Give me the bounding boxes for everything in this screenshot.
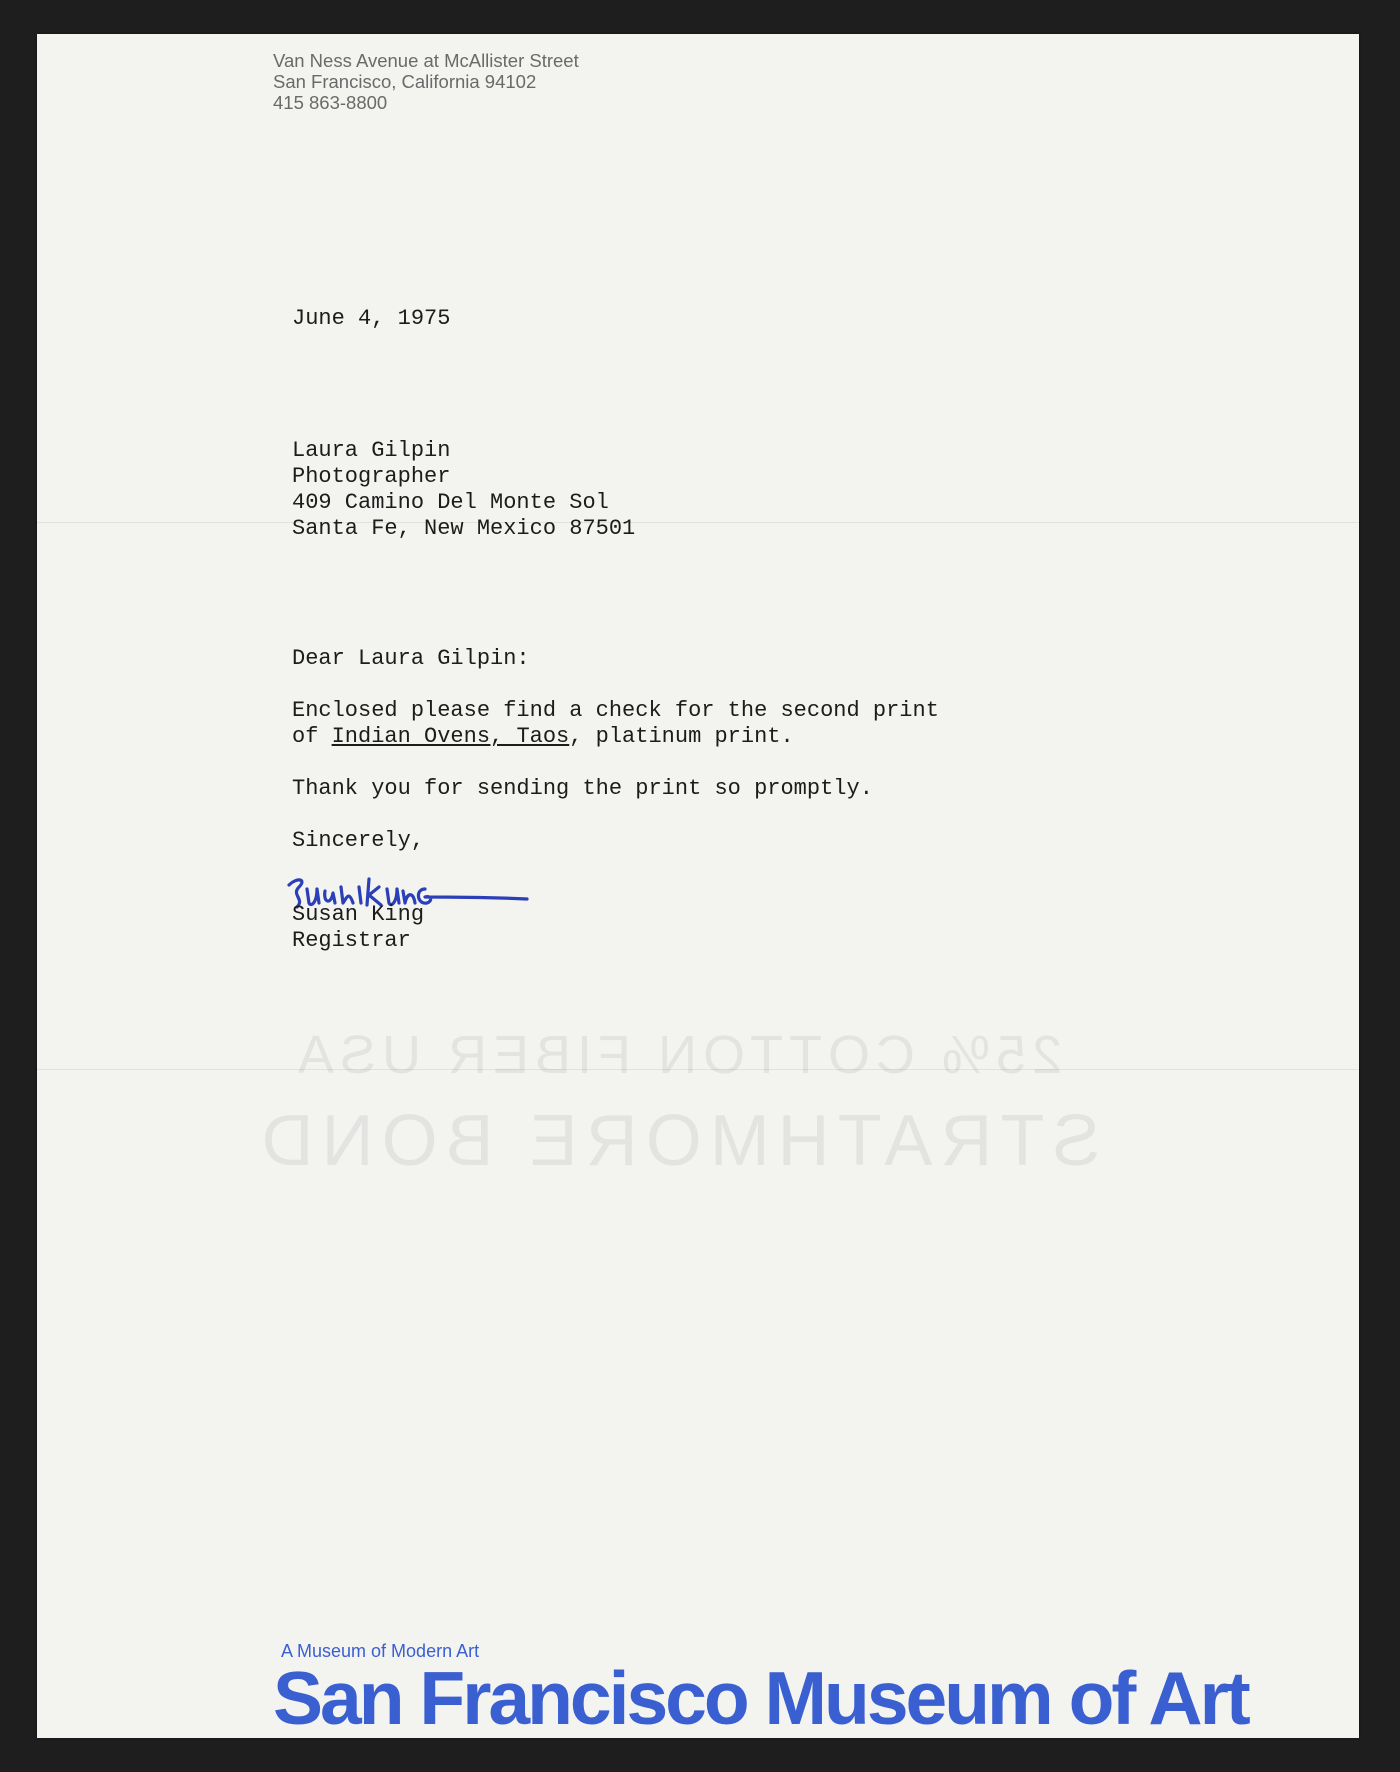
- museum-logo-name: San Francisco Museum of Art: [273, 1656, 1248, 1738]
- watermark-line: STRATHMORE BOND: [253, 1101, 1101, 1181]
- recipient-street: 409 Camino Del Monte Sol: [292, 490, 609, 515]
- letterhead-address: [273, 50, 579, 113]
- recipient-city: Santa Fe, New Mexico 87501: [292, 516, 636, 541]
- signature-block: [292, 902, 424, 954]
- recipient-name: Laura Gilpin: [292, 438, 451, 463]
- letterhead-street: Van Ness Avenue at McAllister Street: [273, 50, 579, 71]
- body-line: [292, 724, 939, 750]
- body-text: of: [292, 724, 332, 749]
- salutation: Dear Laura Gilpin:: [292, 646, 530, 671]
- letterhead-phone: 415 863-8800: [273, 92, 388, 113]
- letterhead-city: San Francisco, California 94102: [273, 71, 537, 92]
- letter-date: June 4, 1975: [292, 306, 451, 331]
- letter-page: [37, 34, 1359, 1738]
- museum-tagline: A Museum of Modern Art: [281, 1641, 480, 1661]
- signer-role: Registrar: [292, 928, 411, 953]
- paper-watermark: [177, 1024, 1177, 1224]
- body-text: , platinum print.: [569, 724, 794, 749]
- watermark-line: 25% COTTON FIBER USA: [291, 1025, 1063, 1085]
- body-paragraph-1: [292, 698, 939, 750]
- fold-line: [37, 522, 1359, 523]
- artwork-title: Indian Ovens, Taos: [331, 724, 570, 749]
- recipient-address: [292, 438, 635, 542]
- body-paragraph-2: Thank you for sending the print so promptly.: [292, 776, 873, 801]
- body-line: Enclosed please find a check for the second print: [292, 698, 939, 723]
- recipient-title: Photographer: [292, 464, 451, 489]
- signer-name: Susan King: [292, 902, 425, 927]
- closing: Sincerely,: [292, 828, 425, 853]
